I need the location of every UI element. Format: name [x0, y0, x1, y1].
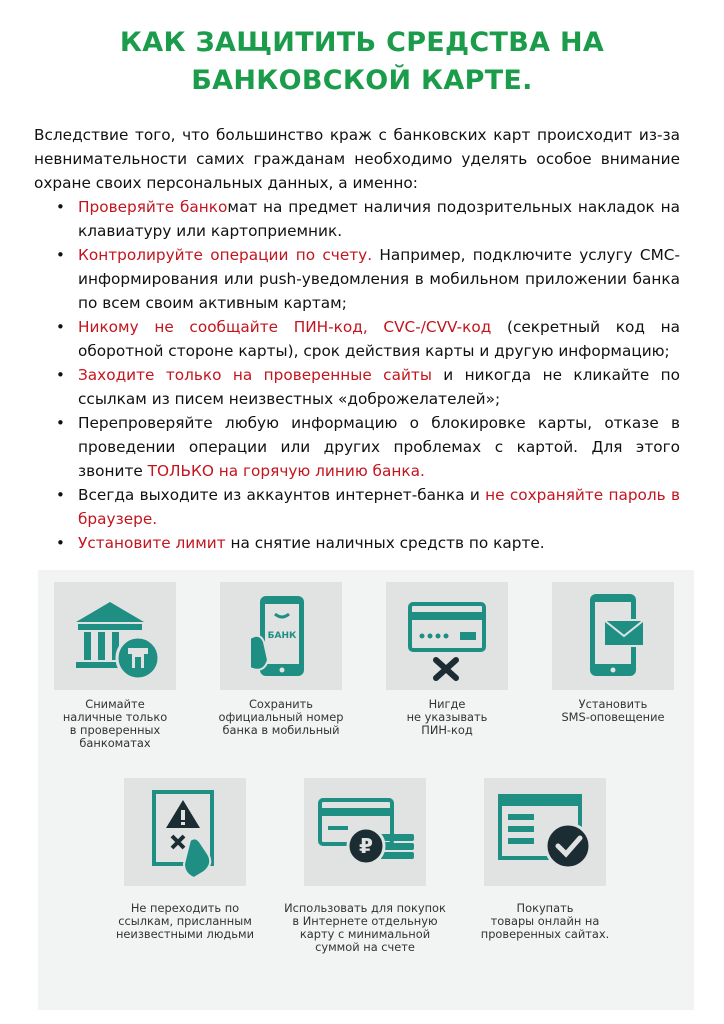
bullet-glyph: •: [56, 534, 65, 552]
advice-text: Перепроверяйте любую информацию о блокировке карты, отказе в проведении операции или других проблемах с картой. Для этого звоните: [78, 414, 680, 480]
card-ruble-icon: [304, 778, 426, 886]
caption-line: ПИН-код: [421, 723, 473, 737]
advice-highlight: не сохраняйте пароль в браузере.: [78, 486, 680, 528]
caption-line: банкоматах: [79, 736, 151, 750]
caption-line: ссылкам, присланным: [118, 914, 252, 928]
caption-line: Установить: [578, 697, 648, 711]
advice-highlight: Проверяйте банко: [78, 198, 228, 216]
tile-card: [124, 778, 246, 886]
advice-text: мат на предмет наличия подозрительных накладок на клавиатуру или картоприемник.: [78, 198, 680, 240]
card-no-pin-icon: [386, 582, 508, 690]
advice-item: [34, 363, 680, 411]
tile-card: [386, 582, 508, 690]
page-title: КАК ЗАЩИТИТЬ СРЕДСТВА НА БАНКОВСКОЙ КАРТЕ.: [119, 27, 605, 96]
caption-line: Снимайте: [85, 697, 145, 711]
advice-highlight: Установите лимит: [78, 534, 226, 552]
tile-card: [484, 778, 606, 886]
tile-caption: [362, 698, 532, 737]
caption-line: в проверенных: [69, 723, 161, 737]
bullet-glyph: •: [56, 414, 65, 432]
caption-line: наличные только: [62, 710, 168, 724]
tile-card: [54, 582, 176, 690]
advice-text: (секретный код на оборотной стороне карты), срок действия карты и другую информацию;: [78, 318, 681, 360]
bullet-glyph: •: [56, 246, 65, 264]
caption-line: официальный номер: [218, 710, 344, 724]
advice-text: на снятие наличных средств по карте.: [225, 534, 545, 552]
bank-label: БАНК: [267, 631, 297, 641]
caption-line: карту с минимальной: [299, 927, 431, 941]
tile-card: [304, 778, 426, 886]
phone-sms-icon: [552, 582, 674, 690]
advice-highlight: Никому не сообщайте ПИН-код, CVC-/CVV-код: [78, 318, 492, 336]
tile-caption: [280, 902, 450, 954]
caption-line: неизвестными людьми: [115, 927, 255, 941]
caption-line: не указывать: [406, 710, 488, 724]
advice-item: [34, 243, 680, 315]
advice-highlight: ТОЛЬКО на горячую линию банка.: [147, 462, 425, 480]
bullet-glyph: •: [56, 366, 65, 384]
advice-list: [34, 195, 680, 555]
tile-caption: [460, 902, 630, 941]
advice-item: [34, 195, 680, 243]
advice-text: Всегда выходите из аккаунтов интернет-банка и: [78, 486, 486, 504]
caption-line: Использовать для покупок: [284, 901, 446, 915]
tile-caption: [100, 902, 270, 941]
tile-caption: [528, 698, 698, 724]
bank-atm-icon: [54, 582, 176, 690]
warning-click-icon: [124, 778, 246, 886]
svg-text:₽: ₽: [359, 834, 373, 858]
intro-paragraph: Вследствие того, что большинство краж с банковских карт происходит из-за невнимательности самих гражданам необходимо уделять особое внимание охране своих персональных данных, а именно:: [34, 126, 680, 192]
bullet-glyph: •: [56, 198, 65, 216]
phone-bank-icon: [220, 582, 342, 690]
bullet-glyph: •: [56, 486, 65, 504]
caption-line: Покупать: [516, 901, 574, 915]
caption-line: проверенных сайтах.: [480, 927, 610, 941]
advice-text: Например, подключите услугу СМС-информирования или push-уведомления в мобильном приложении банка по всем своим активным картам;: [78, 246, 680, 312]
caption-line: товары онлайн на: [490, 914, 600, 928]
caption-line: суммой на счете: [315, 940, 415, 954]
caption-line: SMS-оповещение: [561, 710, 665, 724]
advice-item: [34, 315, 680, 363]
advice-item: [34, 483, 680, 531]
advice-text: и никогда не кликайте по ссылкам из писем неизвестных «доброжелателей»;: [78, 366, 680, 408]
caption-line: Сохранить: [248, 697, 314, 711]
browser-check-icon: [484, 778, 606, 886]
caption-line: Не переходить по: [130, 901, 240, 915]
bullet-glyph: •: [56, 318, 65, 336]
caption-line: Нигде: [428, 697, 466, 711]
caption-line: в Интернете отдельную: [292, 914, 438, 928]
advice-item: [34, 411, 680, 483]
safety-infographic: [38, 570, 694, 1010]
tile-card: [220, 582, 342, 690]
caption-line: банка в мобильный: [222, 723, 340, 737]
tile-card: [552, 582, 674, 690]
advice-highlight: Контролируйте операции по счету.: [78, 246, 373, 264]
advice-highlight: Заходите только на проверенные сайты: [78, 366, 432, 384]
advice-item: [34, 531, 680, 555]
tile-caption: [30, 698, 200, 750]
tile-caption: [196, 698, 366, 737]
